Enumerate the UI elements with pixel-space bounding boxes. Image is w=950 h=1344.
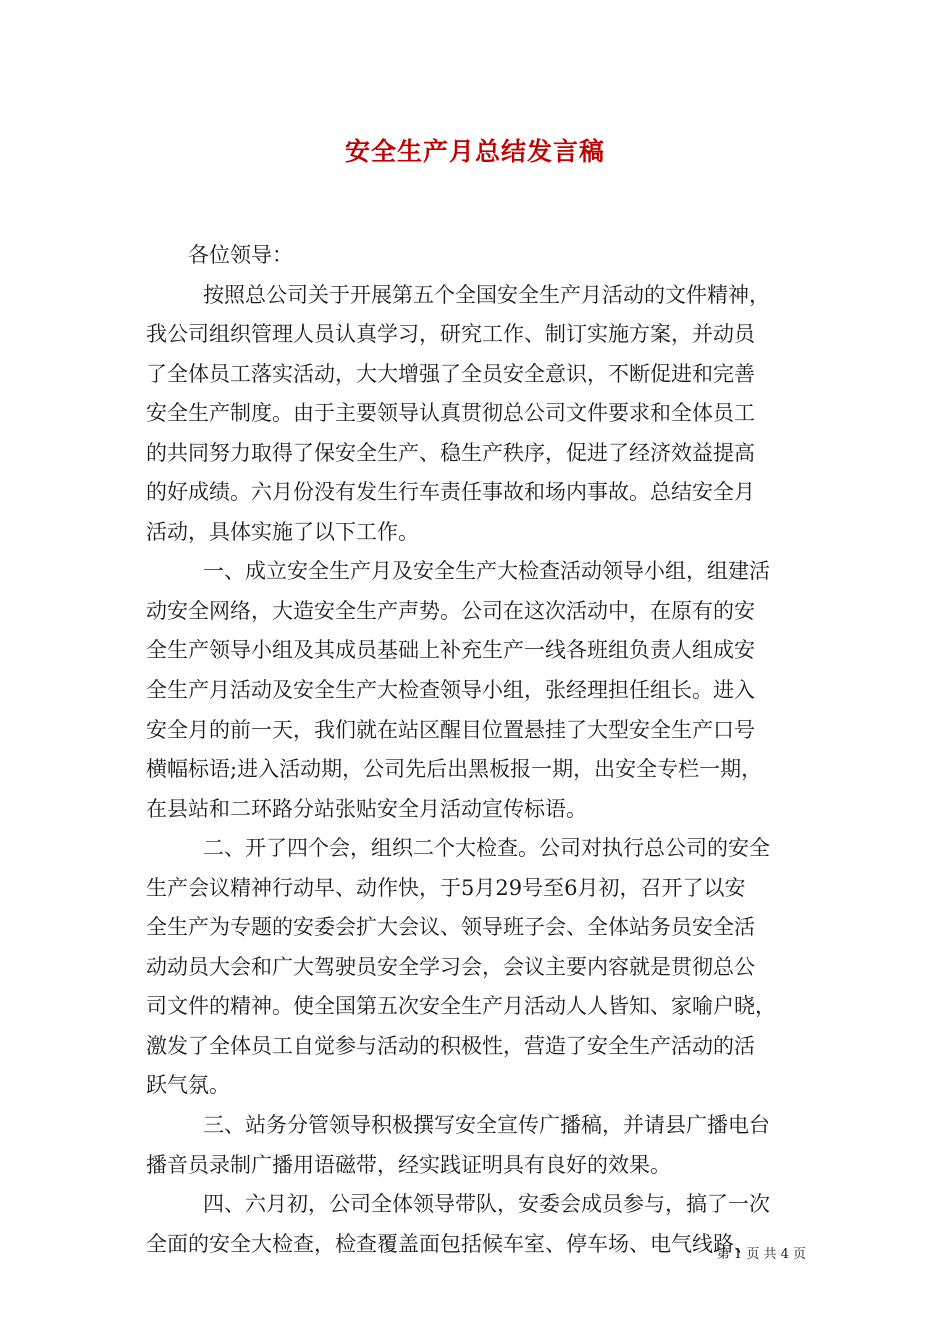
paragraph-line: 跃气氛。 bbox=[146, 1073, 230, 1098]
paragraph-line: 了全体员工落实活动，大大增强了全员安全意识，不断促进和完善 bbox=[146, 361, 755, 386]
salutation-line: 各位领导： bbox=[188, 243, 293, 267]
paragraph-line: 全生产月活动及安全生产大检查领导小组，张经理担任组长。进入 bbox=[146, 678, 755, 703]
paragraph-line: 的好成绩。六月份没有发生行车责任事故和场内事故。总结安全月 bbox=[146, 480, 755, 505]
paragraph-line: 全生产领导小组及其成员基础上补充生产一线各班组负责人组成安 bbox=[146, 638, 755, 663]
document-title: 安全生产月总结发言稿 bbox=[344, 137, 605, 166]
paragraph-line: 动安全网络，大造安全生产声势。公司在这次活动中，在原有的安 bbox=[146, 598, 755, 623]
paragraph-line: 的共同努力取得了保安全生产、稳生产秩序，促进了经济效益提高 bbox=[146, 440, 755, 465]
paragraph-line: 三、站务分管领导积极撰写安全宣传广播稿，并请县广播电台 bbox=[203, 1113, 770, 1138]
paragraph-line: 司文件的精神。使全国第五次安全生产月活动人人皆知、家喻户晓， bbox=[146, 994, 776, 1019]
document-body bbox=[146, 236, 806, 1264]
page-number: 第 1 页 共 4 页 bbox=[716, 1247, 806, 1262]
paragraph-line: 一、成立安全生产月及安全生产大检查活动领导小组，组建活 bbox=[203, 559, 770, 584]
paragraph-line: 激发了全体员工自觉参与活动的积极性，营造了安全生产活动的活 bbox=[146, 1033, 755, 1058]
paragraph-line: 活动，具体实施了以下工作。 bbox=[146, 519, 419, 544]
paragraph-line: 动动员大会和广大驾驶员安全学习会，会议主要内容就是贯彻总公 bbox=[146, 954, 755, 979]
paragraph-line: 安全生产制度。由于主要领导认真贯彻总公司文件要求和全体员工 bbox=[146, 401, 755, 426]
paragraph-line: 生产会议精神行动早、动作快，于5月29号至6月初，召开了以安 bbox=[146, 875, 746, 900]
paragraph-line: 全生产为专题的安委会扩大会议、领导班子会、全体站务员安全活 bbox=[146, 915, 755, 940]
paragraph-line: 在县站和二环路分站张贴安全月活动宣传标语。 bbox=[146, 796, 587, 821]
paragraph-line: 横幅标语;进入活动期，公司先后出黑板报一期，出安全专栏一期， bbox=[146, 757, 763, 782]
paragraph-line: 二、开了四个会，组织二个大检查。公司对执行总公司的安全 bbox=[203, 836, 770, 861]
paragraph-line: 播音员录制广播用语磁带，经实践证明具有良好的效果。 bbox=[146, 1152, 671, 1177]
paragraph-line: 我公司组织管理人员认真学习，研究工作、制订实施方案，并动员 bbox=[146, 322, 755, 347]
paragraph-line: 四、六月初，公司全体领导带队，安委会成员参与，搞了一次 bbox=[203, 1192, 770, 1217]
paragraph-line: 按照总公司关于开展第五个全国安全生产月活动的文件精神， bbox=[203, 282, 770, 307]
paragraph-line: 全面的安全大检查，检查覆盖面包括候车室、停车场、电气线路、 bbox=[146, 1231, 755, 1256]
paragraph-line: 安全月的前一天，我们就在站区醒目位置悬挂了大型安全生产口号 bbox=[146, 717, 755, 742]
